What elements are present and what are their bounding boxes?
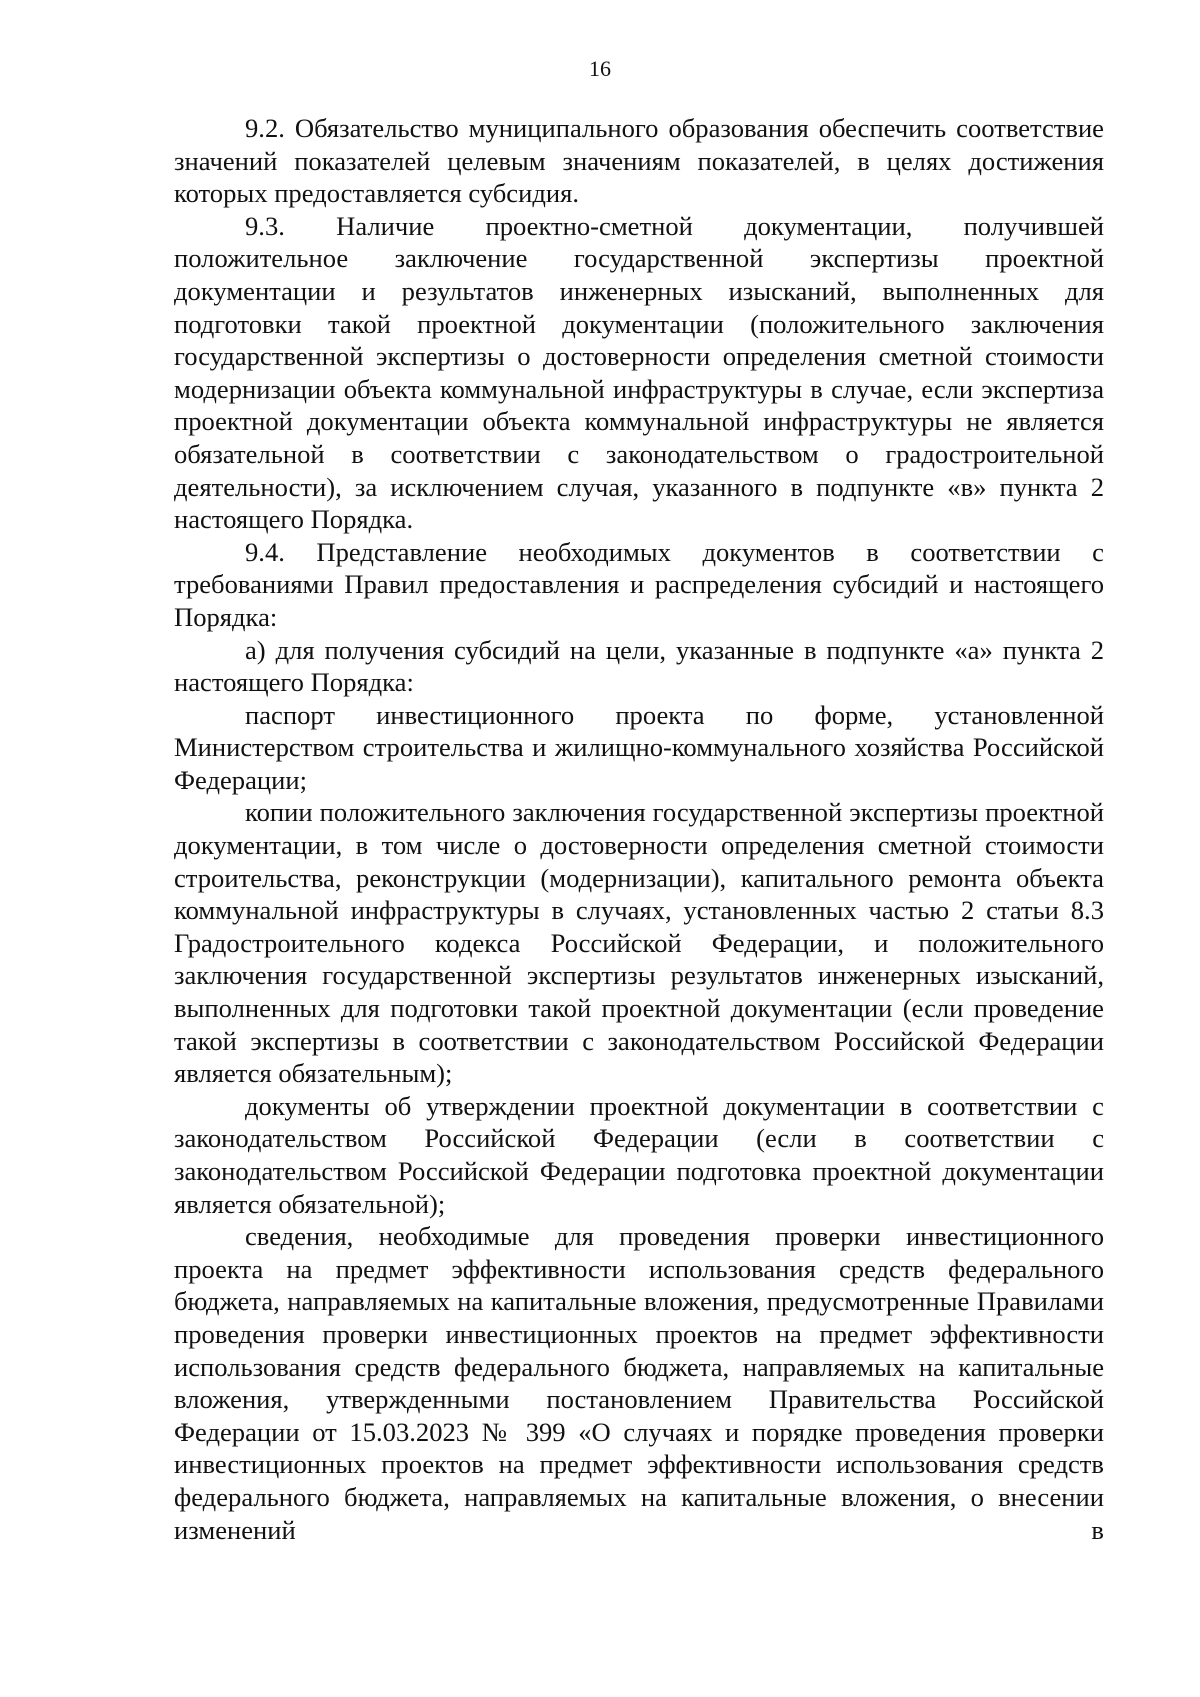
paragraph-9-3: 9.3. Наличие проектно-сметной документации, получившей положительное заключение государственной экспертизы проектной документации и результатов инженерных изысканий, выполненных для подготовки такой проектной документации (положительного заключения государственной экспертизы о достоверности определения сметной стоимости модернизации объекта коммунальной инфраструктуры в случае, если экспертиза проектной документации объекта коммунальной инфраструктуры не является обязательной в соответствии с законодательством о градостроительной деятельности), за исключением случая, указанного в подпункте «в» пункта 2 настоящего Порядка. <box>174 210 1104 535</box>
paragraph-9-4: 9.4. Представление необходимых документов в соответствии с требованиями Правил предоставления и распределения субсидий и настоящего Порядка: <box>174 536 1104 632</box>
paragraph-9-2: 9.2. Обязательство муниципального образования обеспечить соответствие значений показателей целевым значениям показателей, в целях достижения которых предоставляется субсидия. <box>174 113 1104 209</box>
paragraph-subitem-a: а) для получения субсидий на цели, указанные в подпункте «а» пункта 2 настоящего Порядка: <box>174 634 1104 698</box>
page-number: 16 <box>589 56 611 81</box>
document-body <box>174 112 1104 1546</box>
paragraph-approval-documents: документы об утверждении проектной документации в соответствии с законодательством Российской Федерации (если в соответствии с законодательством Российской Федерации подготовка проектной документации является обязательной); <box>174 1090 1104 1219</box>
paragraph-passport: паспорт инвестиционного проекта по форме, установленной Министерством строительства и жилищно-коммунального хозяйства Российской Федерации; <box>174 699 1104 795</box>
paragraph-expertise-copies: копии положительного заключения государственной экспертизы проектной документации, в том числе о достоверности определения сметной стоимости строительства, реконструкции (модернизации), капитального ремонта объекта коммунальной инфраструктуры в случаях, установленных частью 2 статьи 8.3 Градостроительного кодекса Российской Федерации, и положительного заключения государственной экспертизы результатов инженерных изысканий, выполненных для подготовки такой проектной документации (если проведение такой экспертизы в соответствии с законодательством Российской Федерации является обязательным); <box>174 797 1104 1089</box>
paragraph-investment-check-info: сведения, необходимые для проведения проверки инвестиционного проекта на предмет эффективности использования средств федерального бюджета, направляемых на капитальные вложения, предусмотренные Правилами проведения проверки инвестиционных проектов на предмет эффективности использования средств федерального бюджета, направляемых на капитальные вложения, утвержденными постановлением Правительства Российской Федерации от 15.03.2023 № 399 «О случаях и порядке проведения проверки инвестиционных проектов на предмет эффективности использования средств федерального бюджета, направляемых на капитальные вложения, о внесении изменений в <box>174 1221 1104 1545</box>
